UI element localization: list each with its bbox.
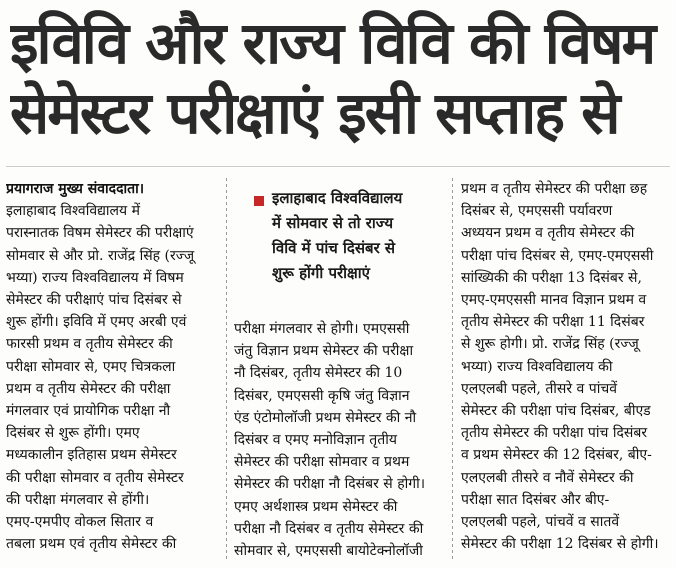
column1-line: फारसी प्रथम व तृतीय सेमेस्टर की	[6, 336, 173, 353]
column3-line: से शुरू होगी। प्रो. राजेंद्र सिंह (रज्जू	[461, 336, 639, 353]
column3-line: एमए-एमएससी मानव विज्ञान प्रथम व	[461, 292, 647, 309]
headline-line-2: सेमेस्टर परीक्षाएं इसी सप्ताह से	[10, 79, 619, 147]
column-divider	[452, 178, 453, 562]
column3-line: परीक्षा पांच दिसंबर से, एमए-एमएससी	[461, 247, 654, 264]
column3-line: दिसंबर से, एमएससी पर्यावरण	[461, 203, 613, 220]
column2-line: सेमेस्टर की परीक्षा नौ दिसंबर से होगी।	[234, 476, 426, 493]
column3-line: एलएलबी तीसरे व नौवें सेमेस्टर की	[461, 469, 634, 486]
column3-line: एलएलबी पहले, पांचवें व सातवें	[461, 514, 620, 531]
headline-rule	[6, 166, 670, 167]
column2-line: एंड एंटोमोलॉजी प्रथम सेमेस्टर की नौ	[234, 409, 417, 426]
column1-line: की परीक्षा सोमवार व तृतीय सेमेस्टर	[6, 469, 184, 486]
column2-line: जंतु विज्ञान प्रथम सेमेस्टर की परीक्षा	[234, 343, 414, 360]
column3-line: सेमेस्टर की परीक्षा 12 दिसंबर से होगी।	[461, 536, 659, 553]
column1-line: सेमेस्टर की परीक्षाएं पांच दिसंबर से	[6, 292, 182, 309]
column3-line: अध्ययन प्रथम व तृतीय सेमेस्टर की	[461, 225, 635, 242]
column3-line: सेमेस्टर की परीक्षा पांच दिसंबर, बीएड	[461, 403, 651, 420]
column3-line: एलएलबी पहले, तीसरे व पांचवें	[461, 380, 618, 397]
column1-line: प्रथम व तृतीय सेमेस्टर की परीक्षा	[6, 380, 171, 397]
column1-line: सोमवार से और प्रो. राजेंद्र सिंह (रज्जू	[6, 247, 195, 264]
column3-line: भय्या) राज्य विश्वविद्यालय की	[461, 358, 613, 375]
column2-line: परीक्षा मंगलवार से होगी। एमएससी	[234, 321, 410, 337]
headline	[10, 8, 666, 148]
pull-quote-text	[272, 186, 442, 286]
column1-line: इलाहाबाद विश्वविद्यालय में	[6, 203, 140, 220]
column1-line: परास्नातक विषम सेमेस्टर की परीक्षाएं	[6, 225, 194, 242]
pull-quote-line: में सोमवार से तो राज्य	[272, 214, 394, 232]
article-column-2	[234, 318, 442, 562]
column1-line: मंगलवार एवं प्रायोगिक परीक्षा नौ	[6, 403, 171, 420]
column3-line: परीक्षा सात दिसंबर और बीए-	[461, 491, 610, 508]
column3-line: प्रथम व तृतीय सेमेस्टर की परीक्षा छह	[461, 181, 648, 197]
column2-line: सेमेस्टर की परीक्षा सोमवार व प्रथम	[234, 454, 410, 471]
column2-line: एमए अर्थशास्त्र प्रथम सेमेस्टर की	[234, 498, 398, 515]
column1-line: मध्यकालीन इतिहास प्रथम सेमेस्टर	[6, 447, 177, 464]
column1-line: परीक्षा सोमवार से, एमए चित्रकला	[6, 358, 176, 375]
column3-line: व प्रथम सेमेस्टर की 12 दिसंबर, बीए-	[461, 447, 652, 464]
headline-line-1: इविवि और राज्य विवि की विषम	[10, 9, 655, 77]
column1-line: भय्या) राज्य विश्वविद्यालय में विषम	[6, 269, 184, 286]
pull-quote-line: शुरू होंगी परीक्षाएं	[272, 264, 370, 282]
pull-quote-line: विवि में पांच दिसंबर से	[272, 239, 396, 257]
red-square-bullet-icon	[254, 196, 264, 206]
column-divider	[226, 178, 227, 562]
column3-line: तृतीय सेमेस्टर की परीक्षा पांच दिसंबर	[461, 425, 648, 442]
pull-quote-line: इलाहाबाद विश्वविद्यालय	[272, 189, 403, 207]
pull-quote	[240, 184, 444, 302]
column2-line: सोमवार से, एमएससी बायोटेक्नोलॉजी	[234, 543, 423, 560]
column2-line: दिसंबर, एमएससी कृषि जंतु विज्ञान	[234, 387, 410, 404]
article-column-3	[461, 178, 671, 562]
article-column-1	[6, 178, 216, 562]
column1-line: शुरू होंगी। इविवि में एमए अरबी एवं	[6, 314, 187, 331]
column3-line: सांख्यिकी की परीक्षा 13 दिसंबर से,	[461, 269, 642, 286]
column1-line: तबला प्रथम एवं तृतीय सेमेस्टर की	[6, 536, 177, 553]
column1-line: की परीक्षा मंगलवार से होंगी।	[6, 491, 150, 508]
column1-line: दिसंबर से शुरू होंगी। एमए	[6, 425, 140, 442]
column1-line: एमए-एमपीए वोकल सितार व	[6, 514, 154, 531]
column3-line: तृतीय सेमेस्टर की परीक्षा 11 दिसंबर	[461, 314, 645, 331]
byline: प्रयागराज मुख्य संवाददाता।	[6, 181, 145, 197]
column2-line: नौ दिसंबर, तृतीय सेमेस्टर की 10	[234, 365, 403, 382]
column2-line: दिसंबर व एमए मनोविज्ञान तृतीय	[234, 432, 397, 449]
column2-line: परीक्षा नौ दिसंबर व तृतीय सेमेस्टर की	[234, 520, 424, 537]
